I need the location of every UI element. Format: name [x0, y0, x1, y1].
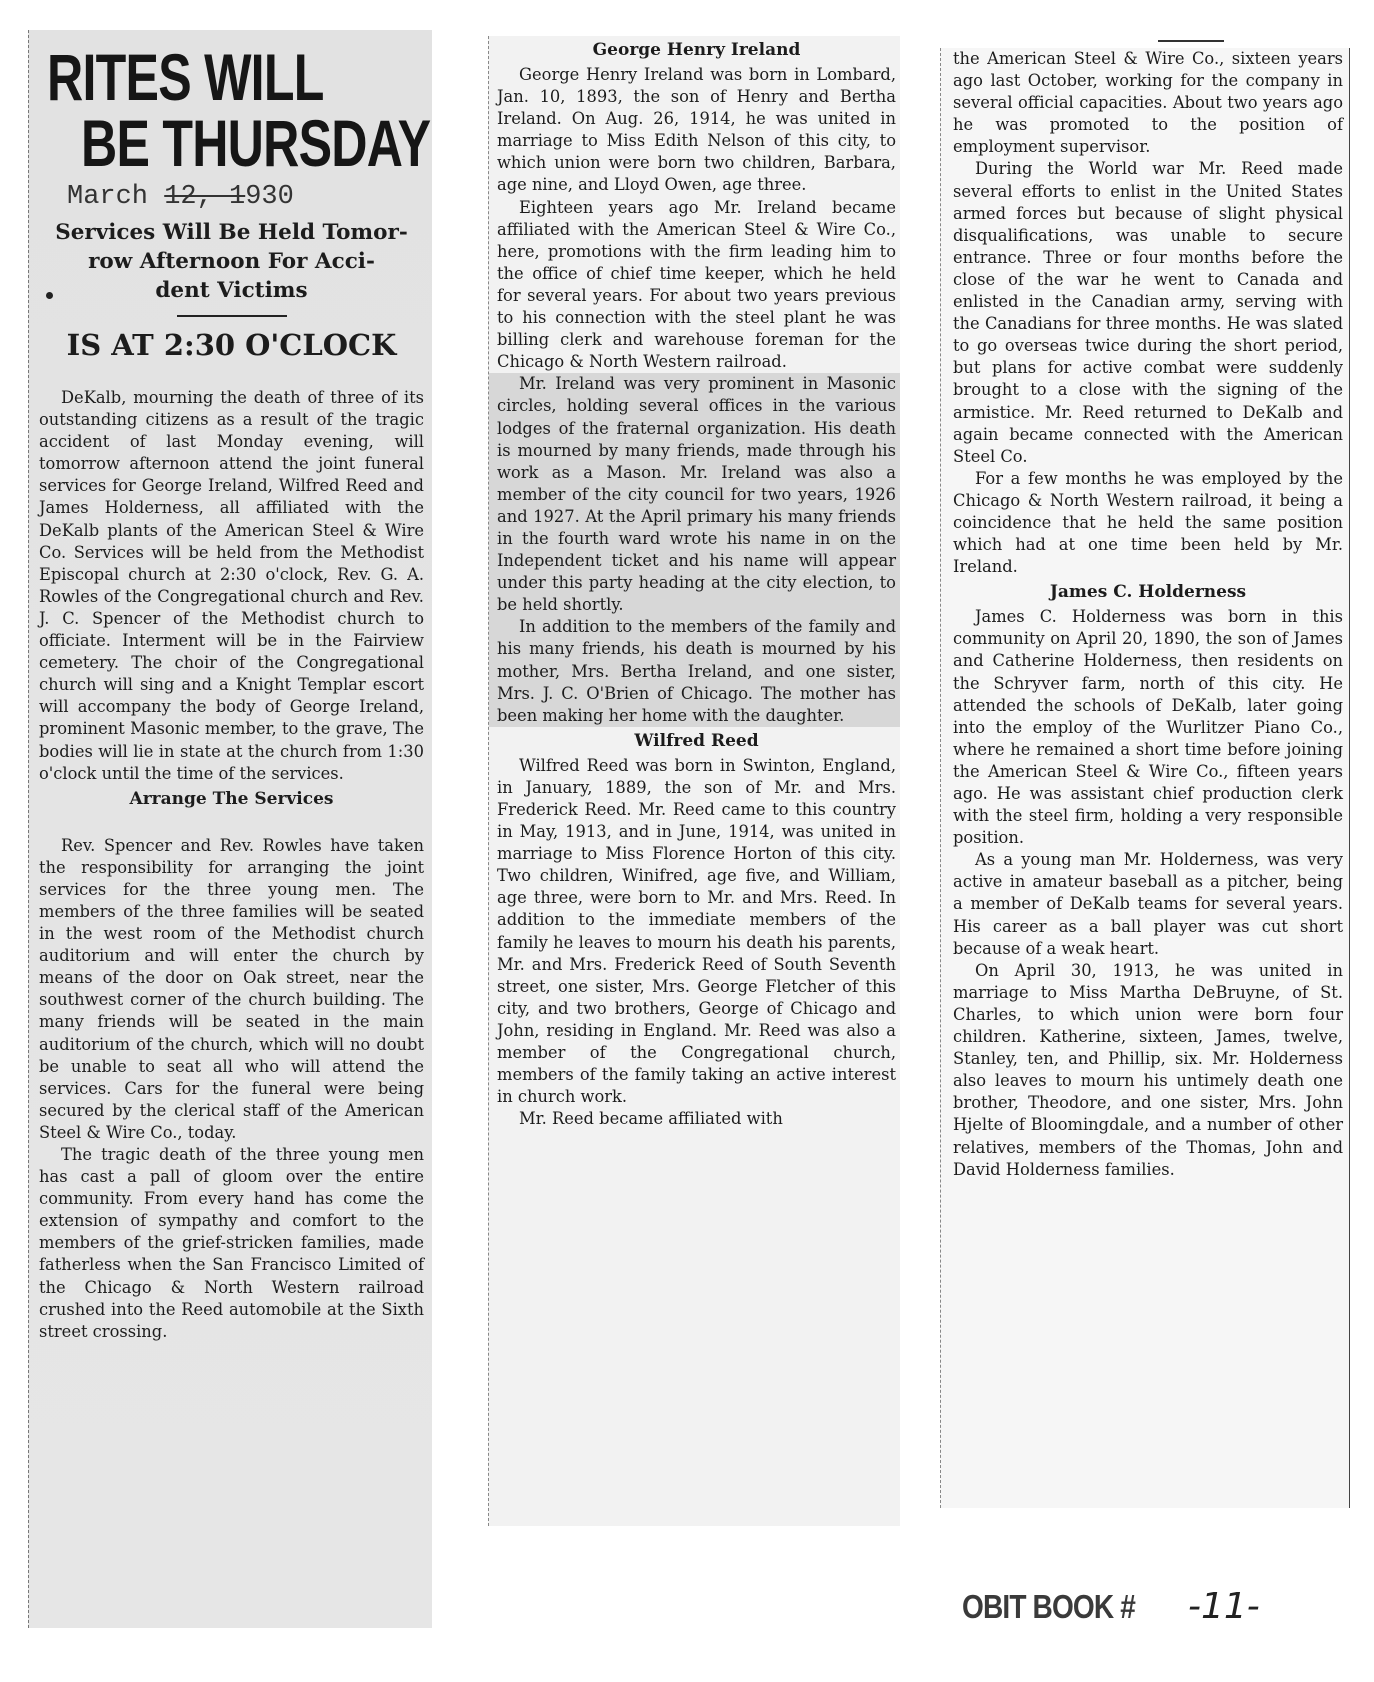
paragraph: George Henry Ireland was born in Lombard, Jan. 10, 1893, the son of Henry and Bertha Ireland. On Aug. 26, 1914, he was united in marriage to Miss Edith Nelson of this city, to which union were born two children, Barbara, age nine, and Lloyd Owen, age three. — [497, 65, 896, 195]
article-body-services — [39, 835, 424, 1343]
bullet-mark — [46, 292, 53, 299]
obit-book-stamp: OBIT BOOK # — [962, 1588, 1136, 1625]
section-heading-ireland: George Henry Ireland — [592, 40, 801, 60]
ireland-body — [497, 64, 896, 727]
paragraph: In addition to the members of the family and his many friends, his death is mourned by his mother, Mrs. Bertha Ireland, and one sister, Mrs. J. C. O'Brien of Chicago. The mother has been making her home with the daughter. — [497, 617, 896, 725]
date-suffix: 930 — [245, 182, 294, 212]
divider — [177, 315, 287, 317]
deck-line: dent Victims — [155, 278, 308, 303]
paragraph: DeKalb, mourning the death of three of its outstanding citizens as a result of the tragic accident of last Monday evening, will tomorrow afternoon attend the joint funeral services for George Ireland, Wilfred Reed and James Holderness, all affiliated with the DeKalb plants of the American Steel & Wire Co. Services will be held from the Methodist Episcopal church at 2:30 o'clock, Rev. G. A. Rowles of the Congregational church and Rev. J. C. Spencer of the Methodist church to officiate. Interment will be in the Fairview cemetery. The choir of the Congregational church will sing and a Knight Templar escort will accompany the body of George Ireland, prominent Masonic member, to the grave, The bodies will lie in state at the church from 1:30 o'clock until the time of the services. — [39, 388, 424, 783]
reed-continued-body — [953, 48, 1343, 578]
holderness-body — [953, 606, 1343, 1180]
subhead: IS AT 2:30 O'CLOCK — [66, 328, 397, 362]
section-heading-reed: Wilfred Reed — [634, 730, 759, 751]
date-struck: 12, 1 — [164, 182, 246, 212]
shaded-region — [489, 373, 900, 727]
paragraph: As a young man Mr. Holderness, was very active in amateur baseball as a pitcher, being a member of DeKalb teams for several years. His career as a ball player was cut short because of a weak heart. — [953, 850, 1343, 958]
paragraph: During the World war Mr. Reed made several efforts to enlist in the United States armed forces but because of slight physical disqualifications, was unable to secure entrance. Three or four months before the close of the war he went to Canada and enlisted in the Canadian army, serving with the Canadians for three months. He was slated to go overseas twice during the short period, but plans for active combat were suddenly brought to a close with the signing of the armistice. Mr. Reed returned to DeKalb and again became connected with the American Steel Co. — [953, 159, 1343, 466]
column-2 — [488, 36, 900, 1526]
deck-line: row Afternoon For Acci- — [88, 249, 375, 274]
paragraph: Mr. Ireland was very prominent in Masonic circles, holding several offices in the various lodges of the fraternal organization. His death is mourned by many friends, made through his work as a Mason. Mr. Ireland was also a member of the city council for two years, 1926 and 1927. At the April primary his many friends in the fourth ward wrote his name in on the Independent ticket and his name will appear under this party heading at the city election, to be held shortly. — [497, 374, 896, 615]
section-heading-holderness: James C. Holderness — [1049, 582, 1247, 603]
section-heading: Arrange The Services — [129, 788, 334, 809]
paragraph: Wilfred Reed was born in Swinton, England, in January, 1889, the son of Mr. and Mrs. Frederick Reed. Mr. Reed came to this country in May, 1913, and in June, 1914, was united in marriage to Miss Florence Horton of this city. Two children, Winifred, age five, and William, age three, were born to Mr. and Mrs. Reed. In addition to the immediate members of the family he leaves to mourn his death his parents, Mr. and Mrs. Frederick Reed of South Seventh street, one sister, Mrs. George Fletcher of this city, and two brothers, George of Chicago and John, residing in England. Mr. Reed was also a member of the Congregational church, members of the family taking an active interest in church work. — [497, 755, 896, 1107]
paragraph: Rev. Spencer and Rev. Rowles have taken the responsibility for arranging the joint services for the three young men. The members of the three families will be seated in the west room of the Methodist church auditorium and will enter the church by means of the door on Oak street, near the southwest corner of the church building. The many friends will be seated in the main auditorium of the church, which will no doubt be unable to seat all who will attend the services. Cars for the funeral were being secured by the clerical staff of the American Steel & Wire Co., today. — [39, 835, 424, 1142]
paragraph: For a few months he was employed by the Chicago & North Western railroad, it being a coincidence that he held the same position which had at one time been held by Mr. Ireland. — [953, 468, 1343, 577]
headline-line-2: BE THURSDAY — [81, 106, 431, 180]
handwritten-book-number: -11- — [1188, 1586, 1260, 1627]
reed-body — [497, 755, 896, 1131]
paragraph: On April 30, 1913, he was united in marriage to Miss Martha DeBruyne, of St. Charles, to which union were born four children. Katherine, sixteen, James, twelve, Stanley, ten, and Phillip, six. Mr. Holderness also leaves to mourn his untimely death one brother, Theodore, and one sister, Mrs. John Hjelte of Bloomingdale, and a number of other relatives, members of the Thomas, John and David Holderness families. — [953, 960, 1343, 1179]
deck-line: Services Will Be Held Tomor- — [55, 220, 408, 245]
paragraph: Eighteen years ago Mr. Ireland became affiliated with the American Steel & Wire Co., here, promotions with the firm leading him to the office of chief time keeper, which he held for several years. For about two years previous to his connection with the steel plant he was billing clerk and warehouse foreman for the Chicago & North Western railroad. — [497, 197, 896, 372]
headline-line-1: RITES WILL — [47, 40, 324, 114]
article-body-intro — [39, 387, 424, 785]
deck — [39, 218, 424, 305]
paragraph: James C. Holderness was born in this community on April 20, 1890, the son of James and Catherine Holderness, then residents on the Schryver farm, north of this city. He attended the schools of DeKalb, later going into the employ of the Wurlitzer Piano Co., where he remained a short time before joining the American Steel & Wire Co., fifteen years ago. He was assistant chief production clerk with the steel firm, holding a very responsible position. — [953, 607, 1343, 848]
paragraph: The tragic death of the three young men has cast a pall of gloom over the entire community. From every hand has come the extension of sympathy and comfort to the members of the grief-stricken families, made fatherless when the San Francisco Limited of the Chicago & North Western railroad crushed into the Reed automobile at the Sixth street crossing. — [39, 1145, 424, 1341]
column-3 — [940, 48, 1350, 1508]
paragraph: Mr. Reed became affiliated with — [519, 1109, 783, 1129]
date-prefix: March — [67, 182, 165, 212]
column-1 — [28, 30, 432, 1628]
handwritten-date — [67, 182, 424, 212]
column-rule-mark — [1158, 40, 1224, 42]
paragraph: the American Steel & Wire Co., sixteen years ago last October, working for the company in several official capacities. About two years ago he was promoted to the position of employment supervisor. — [953, 49, 1343, 157]
